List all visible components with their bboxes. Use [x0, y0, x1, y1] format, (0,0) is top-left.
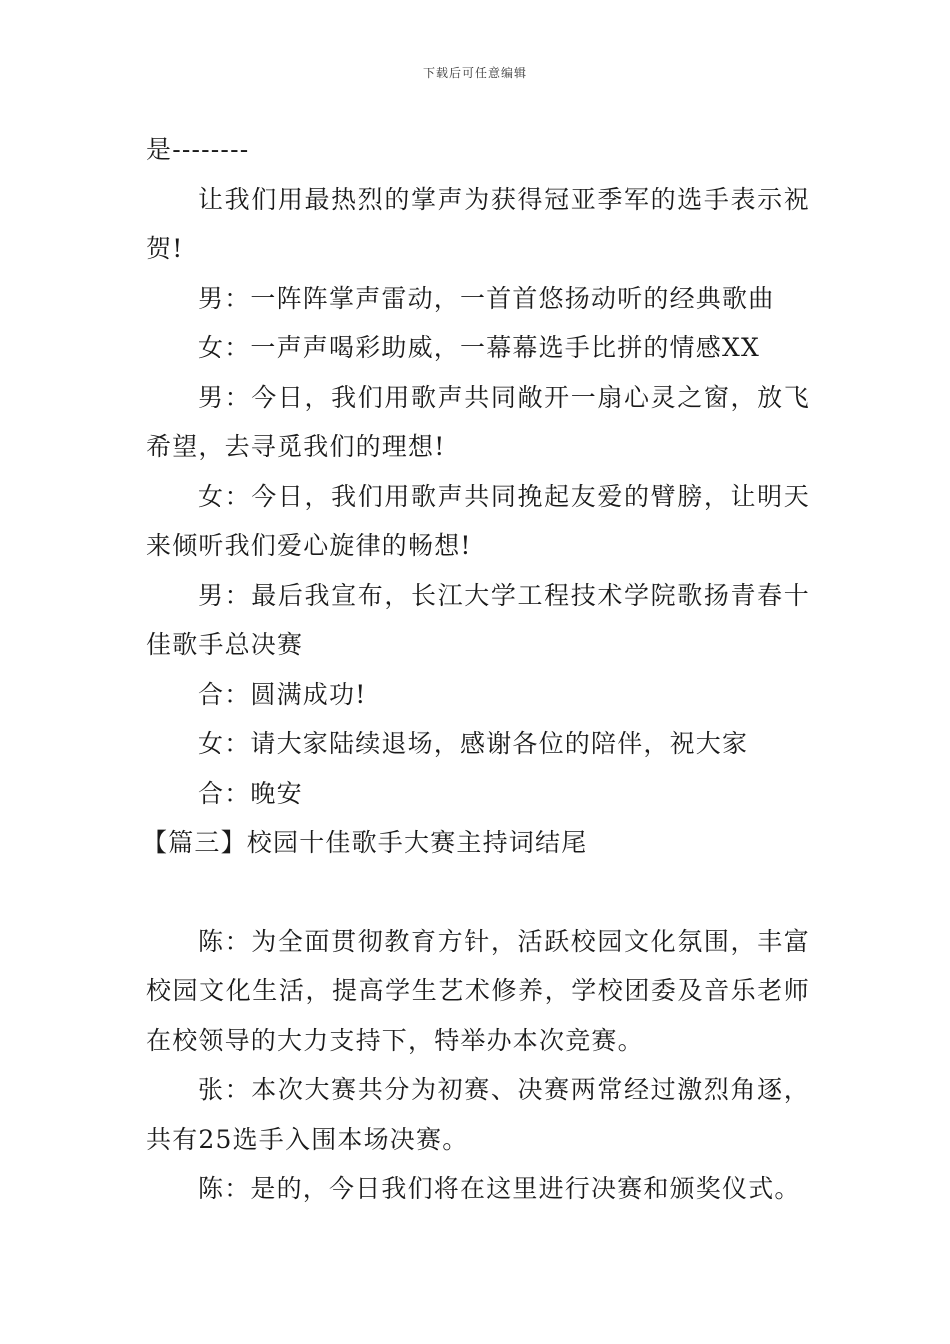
- paragraph: 合：圆满成功!: [198, 679, 367, 709]
- paragraph: 合：晚安: [198, 778, 303, 808]
- paragraph: 男：最后我宣布，长江大学工程技术学院歌扬青春十佳歌手总决赛: [146, 580, 810, 659]
- paragraph: 张：本次大赛共分为初赛、决赛两常经过激烈角逐，共有25选手入围本场决赛。: [146, 1075, 810, 1154]
- page-header: 下载后可任意编辑: [422, 66, 527, 80]
- paragraph: 陈：是的，今日我们将在这里进行决赛和颁奖仪式。: [198, 1174, 801, 1203]
- paragraph: 女：今日，我们用歌声共同挽起友爱的臂膀，让明天来倾听我们爱心旋律的畅想!: [146, 481, 810, 560]
- paragraph: 陈：为全面贯彻教育方针，活跃校园文化氛围，丰富校园文化生活，提高学生艺术修养，学校团委及音乐老师在校领导的大力支持下，特举办本次竞赛。: [146, 926, 810, 1055]
- paragraph: 让我们用最热烈的掌声为获得冠亚季军的选手表示祝贺!: [146, 184, 810, 263]
- blank-line: [146, 868, 810, 917]
- document-body: [142, 125, 810, 1214]
- paragraph: 男：今日，我们用歌声共同敞开一扇心灵之窗，放飞希望，去寻觅我们的理想!: [146, 382, 810, 461]
- paragraph: 女：一声声喝彩助威，一幕幕选手比拼的情感XX: [198, 333, 760, 362]
- paragraph: 男：一阵阵掌声雷动，一首首悠扬动听的经典歌曲: [198, 283, 775, 313]
- paragraph: 女：请大家陆续退场，感谢各位的陪伴，祝大家: [198, 729, 749, 758]
- paragraph: 是--------: [146, 135, 250, 164]
- section-title: 【篇三】校园十佳歌手大赛主持词结尾: [142, 828, 588, 857]
